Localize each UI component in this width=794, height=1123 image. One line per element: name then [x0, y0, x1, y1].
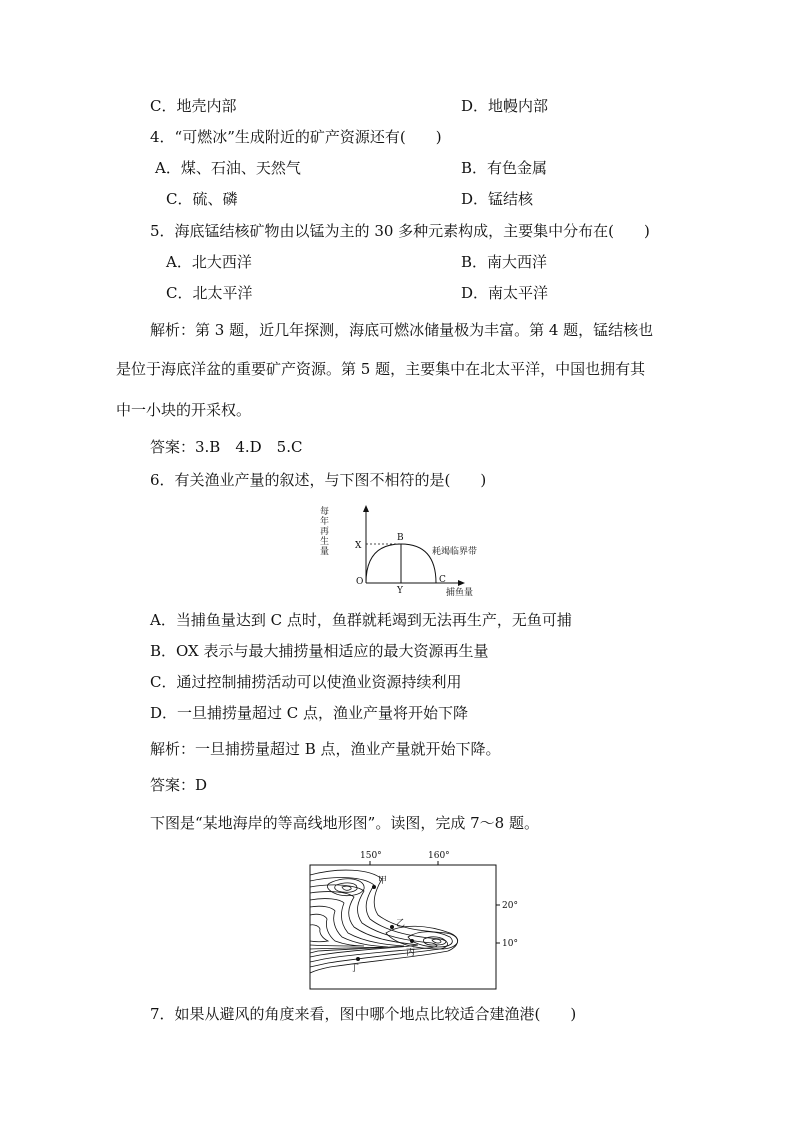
- analysis-q6: 解析：一旦捕捞量超过 B 点，渔业产量就开始下降。: [150, 740, 501, 758]
- contour-line: [432, 939, 441, 943]
- q3-option-d: D．地幔内部: [461, 97, 549, 115]
- q5-option-b: B．南大西洋: [461, 253, 548, 271]
- contour-line: [310, 925, 328, 942]
- depletion-zone-label: 耗竭临界带: [432, 547, 478, 557]
- q4-stem: 4．“可燃冰”生成附近的矿产资源还有( ): [150, 128, 442, 146]
- q4-option-b: B．有色金属: [461, 159, 548, 177]
- q4-option-c: C．硫、磷: [166, 190, 238, 208]
- lat-label: 10°: [502, 939, 518, 949]
- marker-jia: [372, 885, 376, 889]
- q5-option-a: A．北大西洋: [166, 253, 252, 271]
- label-y: Y: [397, 586, 403, 596]
- contour-line: [335, 883, 357, 892]
- place-yi: 乙: [396, 919, 406, 929]
- place-ding: 丁: [350, 964, 360, 974]
- q5-option-d: D．南太平洋: [461, 284, 549, 302]
- fishery-yield-figure: [320, 503, 510, 598]
- x-axis-label: 捕鱼量: [446, 588, 474, 598]
- q4-option-a: A．煤、石油、天然气: [155, 159, 301, 177]
- q5-stem: 5．海底锰结核矿物由以锰为主的 30 多种元素构成，主要集中分布在( ): [150, 222, 650, 240]
- q6-option-a: A．当捕鱼量达到 C 点时，鱼群就耗竭到无法再生产，无鱼可捕: [150, 611, 572, 629]
- q6-option-c: C．通过控制捕捞活动可以使渔业资源持续利用: [150, 673, 462, 691]
- place-jia: 甲: [378, 876, 388, 886]
- analysis-line-2: 是位于海底洋盆的重要矿产资源。第 5 题，主要集中在北太平洋，中国也拥有其: [116, 360, 646, 378]
- q7-stem: 7．如果从避风的角度来看，图中哪个地点比较适合建渔港( ): [150, 1005, 577, 1023]
- x-axis-arrow: [458, 580, 465, 586]
- analysis-line-3: 中一小块的开采权。: [116, 401, 252, 419]
- q5-option-c: C．北太平洋: [166, 284, 253, 302]
- ylabel-char: 量: [320, 547, 330, 557]
- q6-stem: 6．有关渔业产量的叙述，与下图不相符的是( ): [150, 471, 487, 489]
- place-bing: 丙: [406, 948, 416, 958]
- y-axis-arrow: [363, 505, 369, 512]
- marker-bing: [410, 939, 414, 943]
- marker-yi: [390, 925, 394, 929]
- intro-q7-8: 下图是“某地海岸的等高线地形图”。读图，完成 7～8 题。: [150, 814, 539, 832]
- label-o: O: [356, 577, 364, 587]
- lat-label: 20°: [502, 901, 518, 911]
- marker-ding: [356, 957, 360, 961]
- lon-label: 150°: [360, 851, 382, 861]
- label-b: B: [397, 533, 404, 543]
- q3-option-c: C．地壳内部: [150, 97, 237, 115]
- ylabel-char: 每: [320, 507, 330, 517]
- q6-option-b: B．OX 表示与最大捕捞量相适应的最大资源再生量: [150, 642, 489, 660]
- q4-option-d: D．锰结核: [461, 190, 534, 208]
- contour-line: [342, 886, 351, 890]
- ylabel-char: 再: [320, 527, 330, 537]
- coastal-contour-map: [300, 845, 530, 995]
- ylabel-char: 年: [320, 517, 330, 527]
- answer-3-5: 答案：3.B 4.D 5.C: [150, 438, 303, 456]
- label-x: X: [355, 541, 362, 551]
- ylabel-char: 生: [320, 537, 330, 547]
- analysis-line-1: 解析：第 3 题，近几年探测，海底可燃冰储量极为丰富。第 4 题，锰结核也: [150, 321, 654, 339]
- label-c: C: [439, 575, 446, 585]
- q6-option-d: D．一旦捕捞量超过 C 点，渔业产量将开始下降: [150, 704, 469, 722]
- lon-label: 160°: [428, 851, 450, 861]
- answer-q6: 答案：D: [150, 776, 208, 794]
